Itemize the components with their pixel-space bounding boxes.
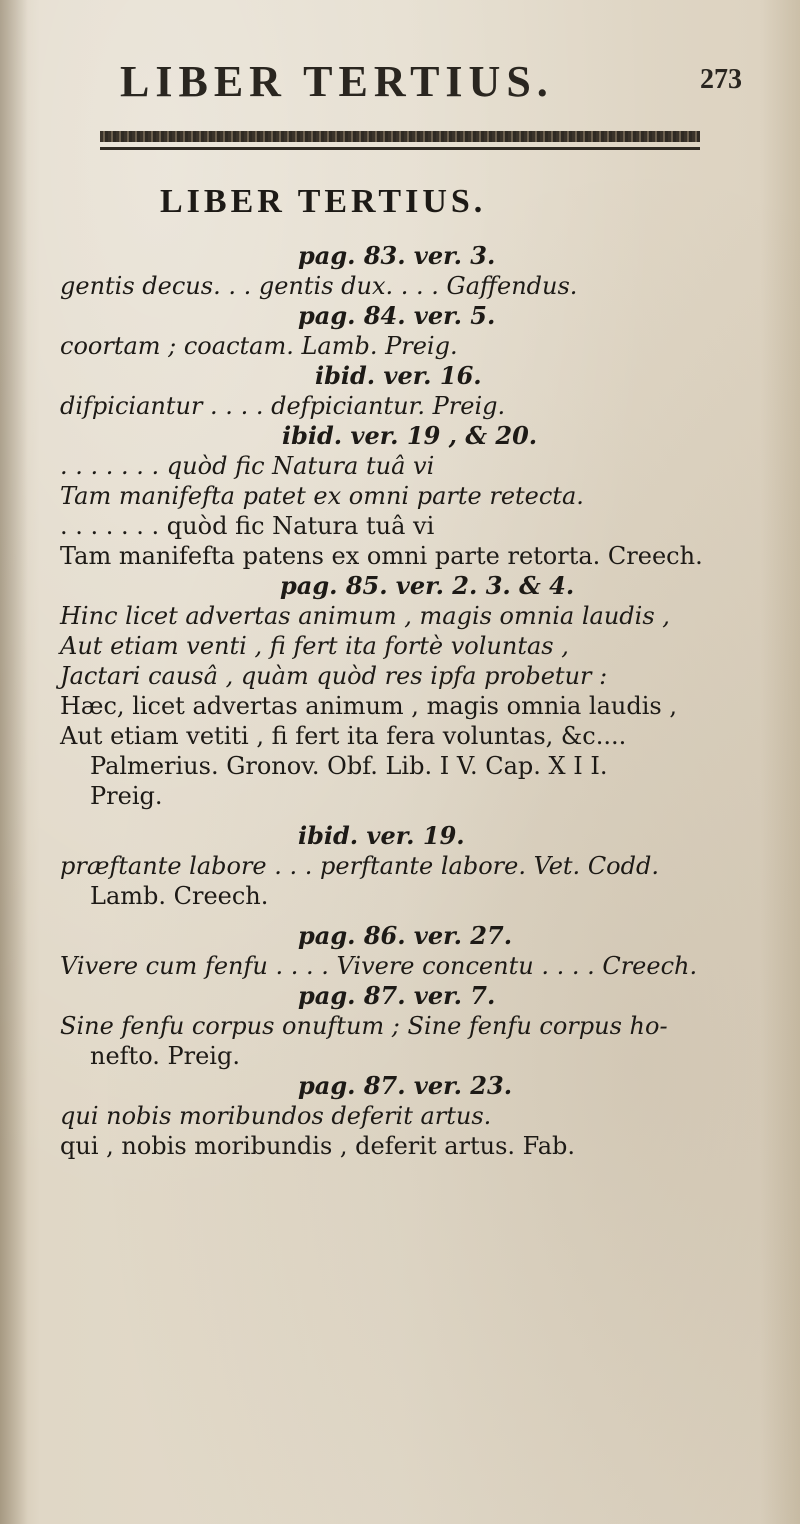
text-line-content: Tam manifefta patens ex omni parte retorta. Creech. [60,542,703,570]
text-line-content: . . . . . . . quòd fic Natura tuâ vi [60,512,435,540]
text-line [60,721,626,751]
text-line [60,851,659,881]
text-line [90,781,163,811]
text-line [60,391,505,421]
reference-line: pag. 86. ver. 27. [298,921,513,950]
text-line-content: Jactari causâ , quàm quòd res ipfa probetur : [60,662,608,690]
text-line [60,1131,575,1161]
text-line-content: qui , nobis moribundis , deferit artus. Fab. [60,1132,576,1160]
text-line [90,881,268,911]
reference-line: pag. 85. ver. 2. 3. & 4. [280,571,575,600]
text-line-content: qui nobis moribundos deferit artus. [60,1102,492,1130]
reference-line: pag. 87. ver. 23. [298,1071,513,1100]
text-line [60,1011,668,1041]
text-line-content: Hinc licet advertas animum , magis omnia laudis , [60,602,670,630]
section-title: LIBER TERTIUS. [160,183,487,220]
text-line [60,631,569,661]
reference-line: ibid. ver. 19. [298,821,465,850]
text-line-content: difpiciantur . . . . defpiciantur. Preig. [60,392,506,420]
text-line-content: Vivere cum fenfu . . . . Vivere concentu . . . . Creech. [60,952,698,980]
text-line-content: præftante labore . . . perftante labore. Vet. Codd. [60,852,659,880]
text-line [60,661,607,691]
text-line [60,541,703,571]
text-line [60,1101,491,1131]
text-line-content: coortam ; coactam. Lamb. Preig. [60,332,458,360]
reference-line: ibid. ver. 16. [315,361,482,390]
page-number: 273 [700,64,742,95]
text-line [90,751,607,781]
text-line-content: Palmerius. Gronov. Obf. Lib. I V. Cap. X I I. [90,752,608,780]
text-line [60,691,677,721]
reference-line: pag. 84. ver. 5. [298,301,496,330]
text-line [60,951,697,981]
text-line [60,601,670,631]
text-line [60,331,458,361]
running-head-title: LIBER TERTIUS. [120,57,554,106]
text-line-content: Aut etiam vetiti , fi fert ita fera voluntas, &c.... [60,722,627,750]
text-line [60,451,434,481]
reference-line: pag. 83. ver. 3. [298,241,496,270]
text-line [90,1041,240,1071]
text-line-content: Tam manifefta patet ex omni parte retecta. [60,482,584,510]
text-line [60,271,577,301]
text-line-content: Sine fenfu corpus onuftum ; Sine fenfu corpus ho- [60,1012,668,1040]
text-line-content: nefto. Preig. [90,1042,240,1070]
text-line-content: . . . . . . . quòd fic Natura tuâ vi [60,452,435,480]
text-line-content: gentis decus. . . gentis dux. . . . Gaffendus. [60,272,578,300]
text-line-content: Lamb. Creech. [90,882,269,910]
text-line-content: Aut etiam venti , fi fert ita fortè voluntas , [60,632,569,660]
text-line-content: Preig. [90,782,163,810]
text-line-content: Hæc, licet advertas animum , magis omnia laudis , [60,692,677,720]
text-line [60,511,434,541]
text-line [60,481,584,511]
reference-line: pag. 87. ver. 7. [298,981,496,1010]
reference-line: ibid. ver. 19 , & 20. [282,421,538,450]
